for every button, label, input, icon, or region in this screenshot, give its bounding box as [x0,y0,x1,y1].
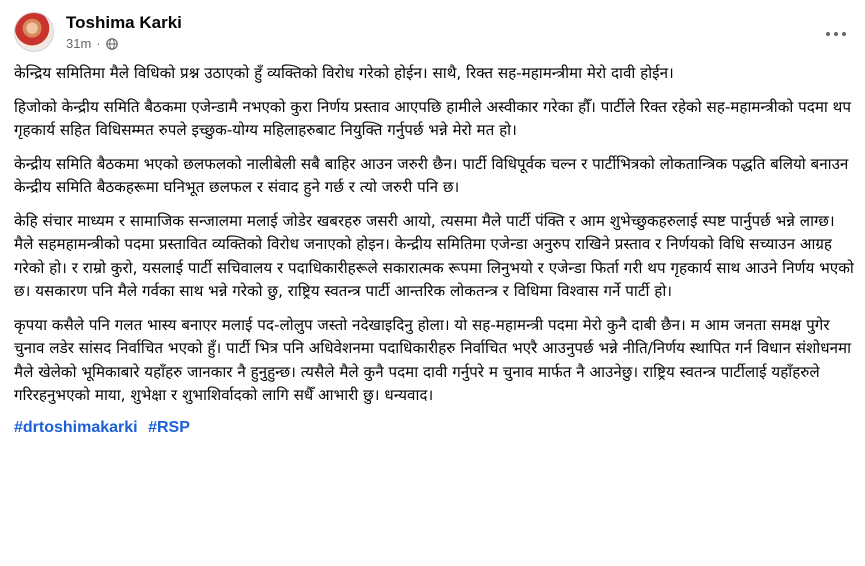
post-paragraph: कृपया कसैले पनि गलत भास्य बनाएर मलाई पद-लोलुप जस्तो नदेखाइदिनु होला। यो सह-महामन्त्री पदमा मेरो कुनै दाबी छैन। म आम जनता समक्ष पुगेर चुनाव लडेर सांसद निर्वाचित भएको हुँ। पार्टी भित्र पनि अधिवेशनमा पदाधिकारीहरु निर्वाचित भएरै आउनुपर्छ भन्ने नीति/निर्णय स्थापित गर्न विधान संशोधनमा मैले खेलेको भूमिकाबारे यहाँहरु जानकार नै हुनुहुन्छ। त्यसैले मैले कुनै पदमा दावी गर्नुपरे म चुनाव मार्फत नै आउनेछु। राष्ट्रिय स्वतन्त्र पार्टीलाई यहाँहरुले गरिरहनुभएको माया, शुभेक्षा र शुभाशिर्वादको लागि सधैँ आभारी छु। धन्यवाद। [14,315,852,404]
post-time[interactable]: 31m [66,35,92,51]
hashtag-link[interactable]: #RSP [148,418,190,436]
post-paragraph: केन्द्रीय समिति बैठकमा भएको छलफलको नालीबेली सबै बाहिर आउन जरुरी छैन। पार्टी विधिपूर्वक चल्न र पार्टीभित्रको लोकतान्त्रिक पद्धति बलियो बनाउन केन्द्रीय समिति बैठकहरूमा घनिभूत छलफल र संवाद हुने गर्छ र त्यो जरुरी पनि छ। [14,154,849,196]
dot-icon [826,32,830,36]
post-paragraph: केन्द्रिय समितिमा मैले विधिको प्रश्न उठाएको हुँ व्यक्तिको विरोध गरेको होईन। साथै, रिक्त सह-महामन्त्रीमा मेरो दावी होईन। [14,64,674,82]
dot-icon [842,32,846,36]
post-subline [66,36,182,52]
hashtag-row [14,416,854,440]
more-options-button[interactable] [821,24,851,44]
post-header [14,10,182,54]
post-body [14,62,854,439]
hashtag-link[interactable]: #drtoshimakarki [14,418,138,436]
author-name[interactable]: Toshima Karki [66,12,182,32]
dot-icon [834,32,838,36]
post-meta [66,13,182,52]
separator-dot: · [96,35,101,51]
post-paragraph: हिजोको केन्द्रीय समिति बैठकमा एजेन्डामै नभएको कुरा निर्णय प्रस्ताव आएपछि हामीले अस्वीकार गरेका हौँ। पार्टीले रिक्त रहेको सह-महामन्त्रीको पदमा थप गृहकार्य सहित विधिसम्मत रुपले इच्छुक-योग्य महिलाहरुबाट नियुक्ति गर्नुपर्छ भन्ने मेरो मत हो। [14,97,852,139]
avatar[interactable] [14,12,54,52]
post-paragraph: केहि संचार माध्यम र सामाजिक सन्जालमा मलाई जोडेर खबरहरु जसरी आयो, त्यसमा मैले पार्टी पंक्ति र आम शुभेच्छुकहरुलाई स्पष्ट पार्नुपर्छ भन्ने लाग्छ। मैले सहमहामन्त्रीको पदमा प्रस्तावित व्यक्तिको विरोध जनाएको होइन। केन्द्रीय समितिमा एजेन्डा अनुरुप राखिने प्रस्ताव र निर्णयको विधि सच्याउन आग्रह गरेको हो। र राम्रो कुरो, यसलाई पार्टी सचिवालय र पदाधिकारीहरूले सकारात्मक रूपमा लिनुभयो र एजेन्डा फिर्ता गरी थप गृहकार्य साथ आउने निर्णय भएको छ। यसकारण पनि मैले गर्वका साथ भन्ने गरेको छु, राष्ट्रिय स्वतन्त्र पार्टी आन्तरिक लोकतन्त्र र विधिमा विश्वास गर्ने पार्टी हो। [14,211,854,300]
globe-icon[interactable] [106,38,118,50]
